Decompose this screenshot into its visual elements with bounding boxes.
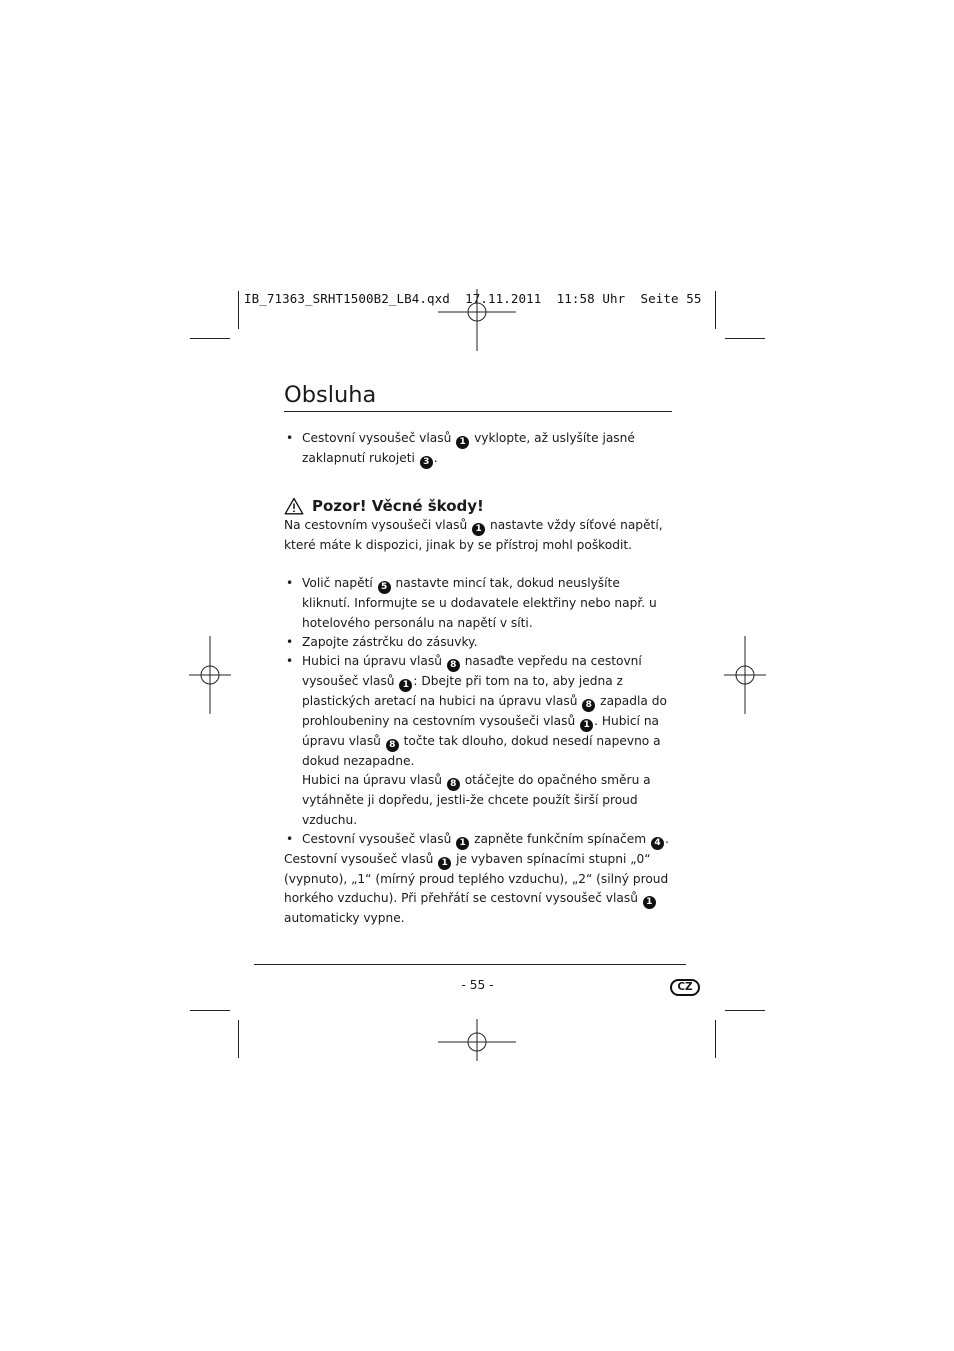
language-badge: CZ: [670, 979, 700, 996]
text-run: Hubici na úpravu vlasů: [302, 654, 442, 669]
part-number-badge: 8: [386, 739, 399, 752]
part-number-badge: 4: [651, 837, 664, 850]
registration-mark-bottom: [438, 1003, 516, 1081]
print-slug: IB_71363_SRHT1500B2_LB4.qxd 17.11.2011 11:58 Uhr Seite 55: [244, 291, 702, 306]
warning-triangle-icon: [284, 497, 304, 515]
page-content: [284, 380, 672, 929]
text-run: Volič napětí: [302, 576, 373, 591]
text-run: vyklopte, až uslyšíte jasné zaklapnutí rukojeti: [302, 431, 635, 465]
registration-mark-top: [438, 273, 516, 351]
text-run: zapněte funkčním spínačem: [474, 832, 647, 847]
text-run: : Dbejte při tom na to, aby jedna z plastických aretací na hubici na úpravu vlasů: [302, 674, 623, 709]
part-number-badge: 3: [420, 456, 433, 469]
list-item: [284, 633, 672, 652]
part-number-badge: 1: [472, 523, 485, 536]
list-item: [284, 652, 672, 830]
crop-mark: [725, 1010, 765, 1011]
text-run: otáčejte do opačného směru a vytáhněte ji dopředu, jestli-že chcete použít širší proud vzduchu.: [302, 773, 651, 827]
text-run: nasaďte vepředu na cestovní vysoušeč vlasů: [302, 654, 642, 689]
closing-paragraph: [284, 850, 672, 929]
warning-title: Pozor! Věcné škody!: [312, 497, 484, 515]
part-number-badge: 1: [580, 719, 593, 732]
text-run: zapadla do prohloubeniny na cestovním vysoušeči vlasů: [302, 694, 667, 729]
footer-rule: [254, 964, 686, 965]
part-number-badge: 1: [456, 837, 469, 850]
part-number-badge: 8: [447, 778, 460, 791]
text-run: Hubici na úpravu vlasů: [302, 773, 442, 788]
warning-heading: [284, 496, 672, 516]
text-run: Na cestovním vysoušeči vlasů: [284, 518, 468, 532]
text-run: .: [433, 451, 438, 465]
text-run: .: [665, 832, 669, 847]
page-title: Obsluha: [284, 380, 672, 412]
text-run: točte tak dlouho, dokud nesedí napevno a dokud nezapadne.: [302, 734, 661, 769]
text-run: Cestovní vysoušeč vlasů: [284, 852, 434, 867]
part-number-badge: 5: [378, 581, 391, 594]
text-run: automaticky vypne.: [284, 911, 405, 926]
list-item: [284, 830, 672, 850]
text-run: Cestovní vysoušeč vlasů: [302, 431, 452, 445]
part-number-badge: 1: [456, 436, 469, 449]
text-run: je vybaven spínacími stupni „0“ (vypnuto), „1“ (mírný proud teplého vzduchu), „2“ (silný proud horkého vzduchu). Při přehřátí se cestovní vysoušeč vlasů: [284, 852, 669, 906]
crop-mark: [715, 1020, 716, 1058]
step-list-1: [284, 429, 672, 469]
registration-mark-right: [706, 636, 784, 714]
crop-mark: [715, 291, 716, 329]
part-number-badge: 1: [643, 896, 656, 909]
part-number-badge: 1: [438, 857, 451, 870]
crop-mark: [190, 338, 230, 339]
crop-mark: [725, 338, 765, 339]
crop-mark: [190, 1010, 230, 1011]
part-number-badge: 8: [582, 699, 595, 712]
registration-mark-left: [171, 636, 249, 714]
text-run: nastavte vždy síťové napětí, které máte k dispozici, jinak by se přístroj mohl poškodit.: [284, 518, 663, 552]
text-run: . Hubicí na úpravu vlasů: [302, 714, 660, 749]
step-list-2: [284, 574, 672, 850]
part-number-badge: 8: [447, 659, 460, 672]
warning-text: [284, 516, 672, 555]
text-run: nastavte mincí tak, dokud neuslyšíte kliknutí. Informujte se u dodavatele elektřiny nebo např. u hotelového personálu na napětí v síti.: [302, 576, 657, 630]
page-number: - 55 -: [461, 978, 494, 992]
list-item: [284, 429, 672, 469]
crop-mark: [238, 1020, 239, 1058]
list-item: [284, 574, 672, 633]
text-run: Cestovní vysoušeč vlasů: [302, 832, 452, 847]
crop-mark: [238, 291, 239, 329]
part-number-badge: 1: [399, 679, 412, 692]
text-run: Zapojte zástrčku do zásuvky.: [302, 634, 478, 649]
